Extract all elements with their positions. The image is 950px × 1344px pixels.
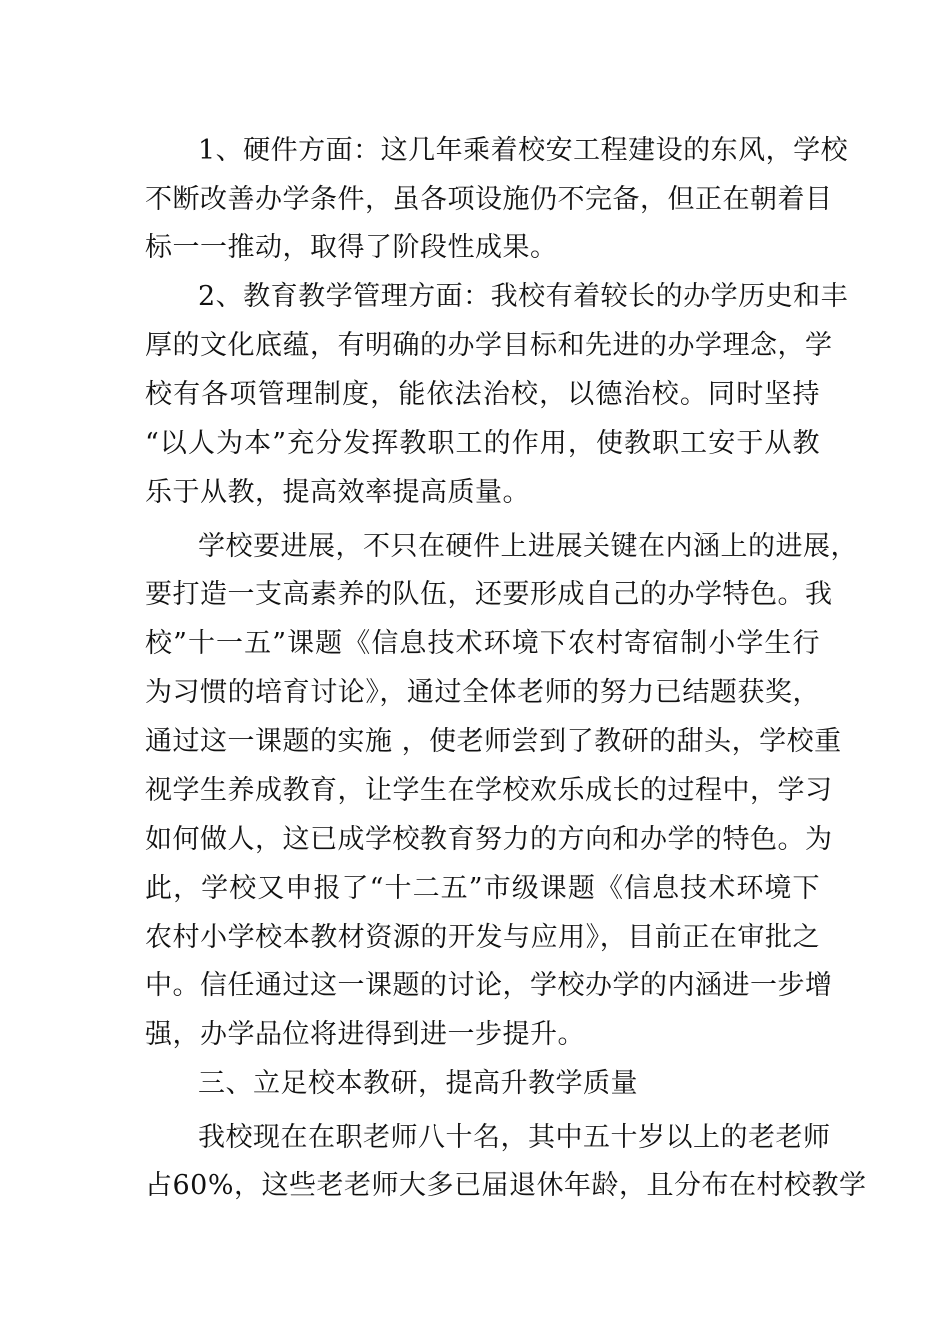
paragraph-line: 中。信任通过这一课题的讨论，学校办学的内涵进一步增 <box>145 970 833 1001</box>
paragraph-line: 乐于从教，提高效率提高质量。 <box>145 477 530 508</box>
paragraph-line: 强，办学品位将进得到进一步提升。 <box>145 1019 585 1050</box>
paragraph-line: “以人为本”充分发挥教职工的作用，使教职工安于从教 <box>145 428 820 459</box>
paragraph-line: 农村小学校本教材资源的开发与应用》，目前正在审批之 <box>145 922 820 953</box>
paragraph-line: 如何做人，这已成学校教育努力的方向和办学的特色。为 <box>145 824 833 855</box>
paragraph-line: 学校要进展，不只在硬件上进展关键在内涵上的进展， <box>198 531 858 562</box>
paragraph-line: 我校现在在职老师八十名，其中五十岁以上的老老师 <box>198 1122 831 1153</box>
paragraph-line: 通过这一课题的实施 ，使老师尝到了教研的甜头，学校重 <box>145 726 842 757</box>
paragraph-line: 校”十一五”课题《信息技术环境下农村寄宿制小学生行 <box>145 628 820 659</box>
paragraph-line: 此，学校又申报了“十二五”市级课题《信息技术环境下 <box>145 873 820 904</box>
paragraph-line: 要打造一支高素养的队伍，还要形成自己的办学特色。我 <box>145 579 833 610</box>
paragraph-line: 2、教育教学管理方面：我校有着较长的办学历史和丰 <box>198 281 849 312</box>
paragraph-line: 标一一推动，取得了阶段性成果。 <box>145 232 558 263</box>
paragraph-line: 视学生养成教育，让学生在学校欢乐成长的过程中，学习 <box>145 775 833 806</box>
paragraph-line: 厚的文化底蕴，有明确的办学目标和先进的办学理念，学 <box>145 330 833 361</box>
paragraph-line: 为习惯的培育讨论》，通过全体老师的努力已结题获奖， <box>145 677 820 708</box>
paragraph-line: 校有各项管理制度，能依法治校，以德治校。同时坚持 <box>145 379 820 410</box>
paragraph-line: 不断改善办学条件，虽各项设施仍不完备，但正在朝着目 <box>145 184 833 215</box>
paragraph-line: 占60%，这些老老师大多已届退休年龄，且分布在村校教学 <box>145 1170 867 1201</box>
paragraph-line: 1、硬件方面：这几年乘着校安工程建设的东风，学校 <box>198 135 849 166</box>
section-heading: 三、立足校本教研，提高升教学质量 <box>198 1068 638 1099</box>
